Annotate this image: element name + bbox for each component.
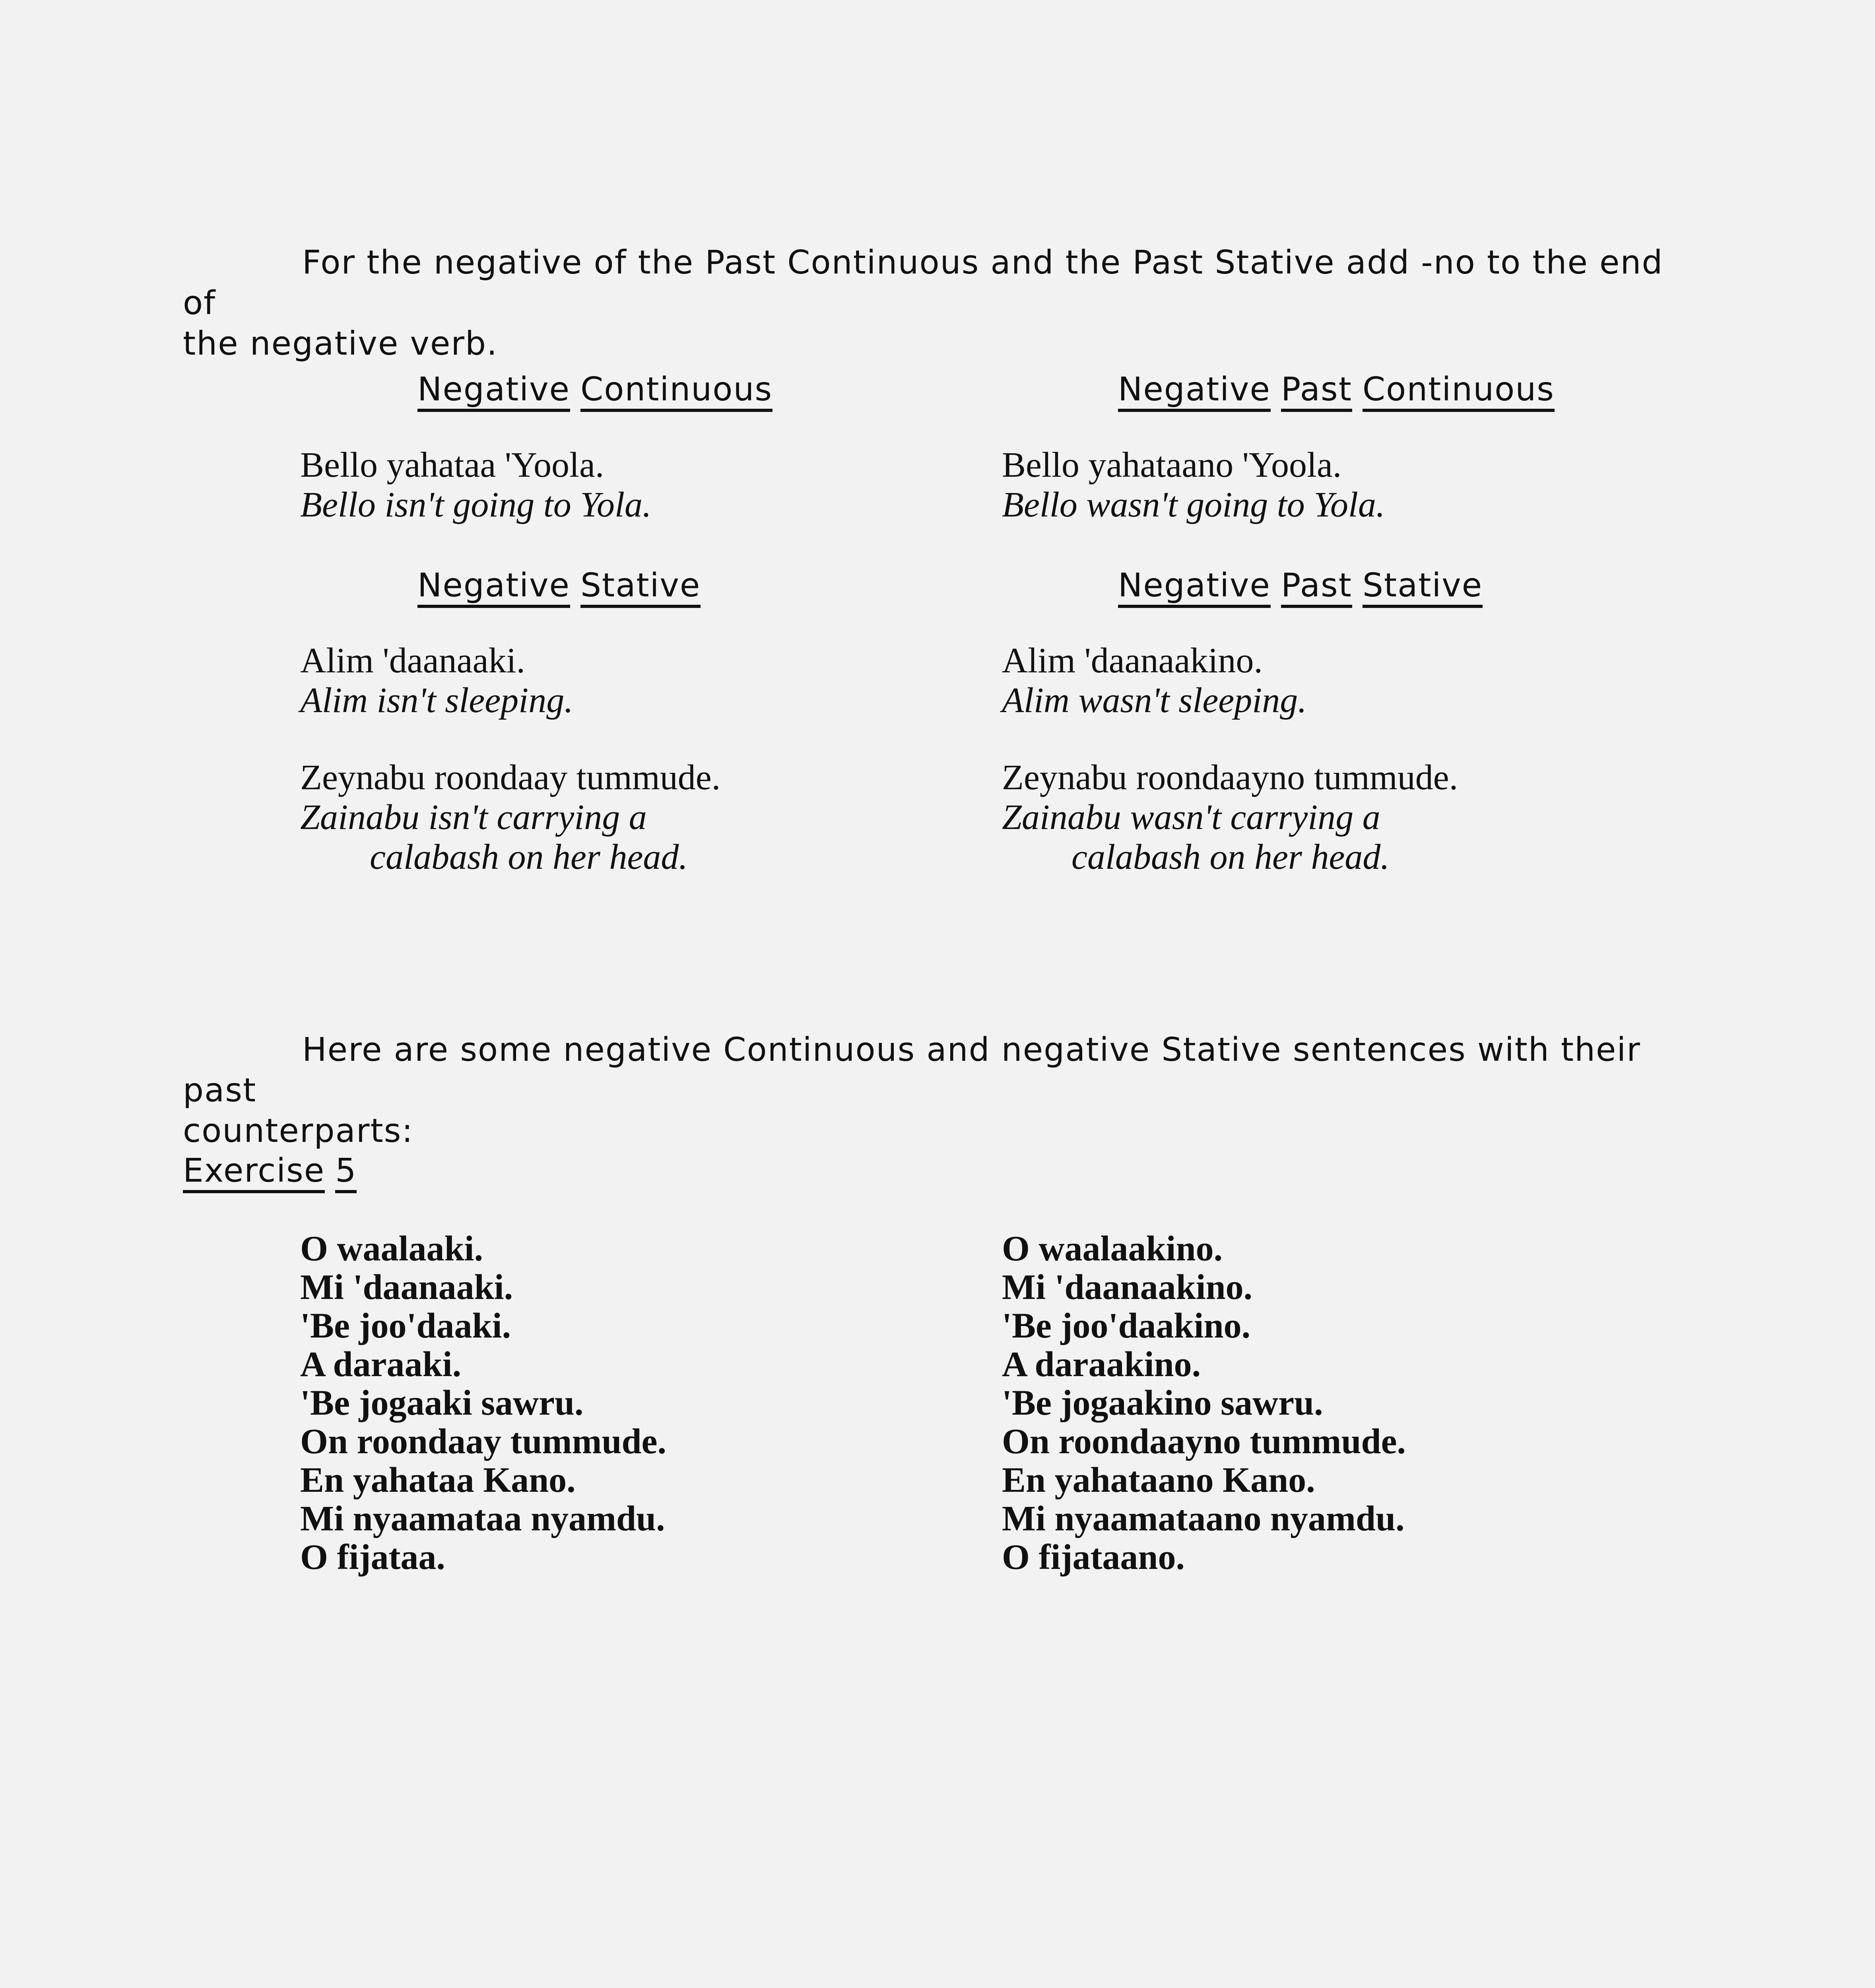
exercise-number: 5 (335, 1153, 357, 1193)
list-item: O waalaaki. (300, 1229, 483, 1268)
heading-word: Stative (1363, 568, 1483, 608)
exercise-intro-paragraph (183, 1030, 1706, 1151)
intro-line-1: For the negative of the Past Continuous and the Past Stative add -no to the end of (183, 244, 1663, 322)
exercise-present-list (300, 1229, 666, 1576)
fulfulde-sentence: Bello yahataano 'Yoola. (1002, 445, 1342, 485)
list-item: 'Be jogaaki sawru. (300, 1383, 584, 1423)
fulfulde-sentence: Alim 'daanaaki. (300, 641, 526, 680)
heading-negative-continuous (417, 368, 773, 412)
heading-word: Continuous (580, 372, 773, 412)
english-translation: Zainabu wasn't carrying a (1002, 798, 1380, 837)
list-item: Mi nyaamataa nyamdu. (300, 1499, 665, 1538)
heading-word: Continuous (1363, 372, 1555, 412)
list-item: 'Be joo'daakino. (1002, 1306, 1251, 1345)
heading-word: Past (1281, 568, 1352, 608)
exercise-intro-line-2: counterparts: (183, 1112, 414, 1150)
example-negative-past-continuous (1002, 445, 1385, 525)
heading-word: Negative (417, 372, 570, 412)
example-negative-past-stative-1 (1002, 641, 1307, 720)
fulfulde-sentence: Bello yahataa 'Yoola. (300, 445, 604, 485)
english-translation-continued: calabash on her head. (370, 837, 688, 877)
list-item: On roondaayno tummude. (1002, 1422, 1406, 1461)
fulfulde-sentence: Zeynabu roondaay tummude. (300, 758, 721, 797)
exercise-intro-line-1: Here are some negative Continuous and negative Stative sentences with their past (183, 1031, 1641, 1109)
list-item: Mi nyaamataano nyamdu. (1002, 1499, 1405, 1538)
heading-word: Past (1281, 372, 1352, 412)
english-translation: Alim wasn't sleeping. (1002, 681, 1307, 720)
list-item: O fijataano. (1002, 1538, 1185, 1577)
english-translation-continued: calabash on her head. (1071, 837, 1390, 877)
example-negative-past-stative-2 (1002, 758, 1458, 877)
list-item: 'Be joo'daaki. (300, 1306, 511, 1345)
english-translation: Zainabu isn't carrying a (300, 798, 647, 837)
list-item: On roondaay tummude. (300, 1422, 667, 1461)
list-item: A daraaki. (300, 1345, 462, 1384)
english-translation: Bello isn't going to Yola. (300, 485, 652, 524)
english-translation: Bello wasn't going to Yola. (1002, 485, 1385, 524)
example-negative-stative-2 (300, 758, 720, 877)
heading-word: Negative (417, 568, 570, 608)
heading-negative-past-stative (1118, 564, 1483, 608)
list-item: Mi 'daanaaki. (300, 1268, 513, 1307)
exercise-title-word: Exercise (183, 1153, 325, 1193)
intro-line-2: the negative verb. (183, 325, 498, 363)
english-translation: Alim isn't sleeping. (300, 681, 573, 720)
list-item: En yahataa Kano. (300, 1460, 576, 1500)
list-item: O waalaakino. (1002, 1229, 1223, 1268)
list-item: Mi 'daanaakino. (1002, 1268, 1253, 1307)
intro-paragraph (183, 243, 1706, 364)
heading-negative-stative (417, 564, 701, 608)
heading-word: Negative (1118, 568, 1271, 608)
list-item: O fijataa. (300, 1538, 445, 1577)
list-item: En yahataano Kano. (1002, 1460, 1315, 1500)
list-item: 'Be jogaakino sawru. (1002, 1383, 1323, 1423)
list-item: A daraakino. (1002, 1345, 1201, 1384)
fulfulde-sentence: Zeynabu roondaayno tummude. (1002, 758, 1458, 797)
example-negative-stative-1 (300, 641, 573, 720)
exercise-title (183, 1149, 357, 1193)
example-negative-continuous (300, 445, 652, 525)
heading-word: Negative (1118, 372, 1271, 412)
exercise-past-list (1002, 1229, 1406, 1576)
fulfulde-sentence: Alim 'daanaakino. (1002, 641, 1263, 680)
heading-negative-past-continuous (1118, 368, 1555, 412)
heading-word: Stative (580, 568, 701, 608)
